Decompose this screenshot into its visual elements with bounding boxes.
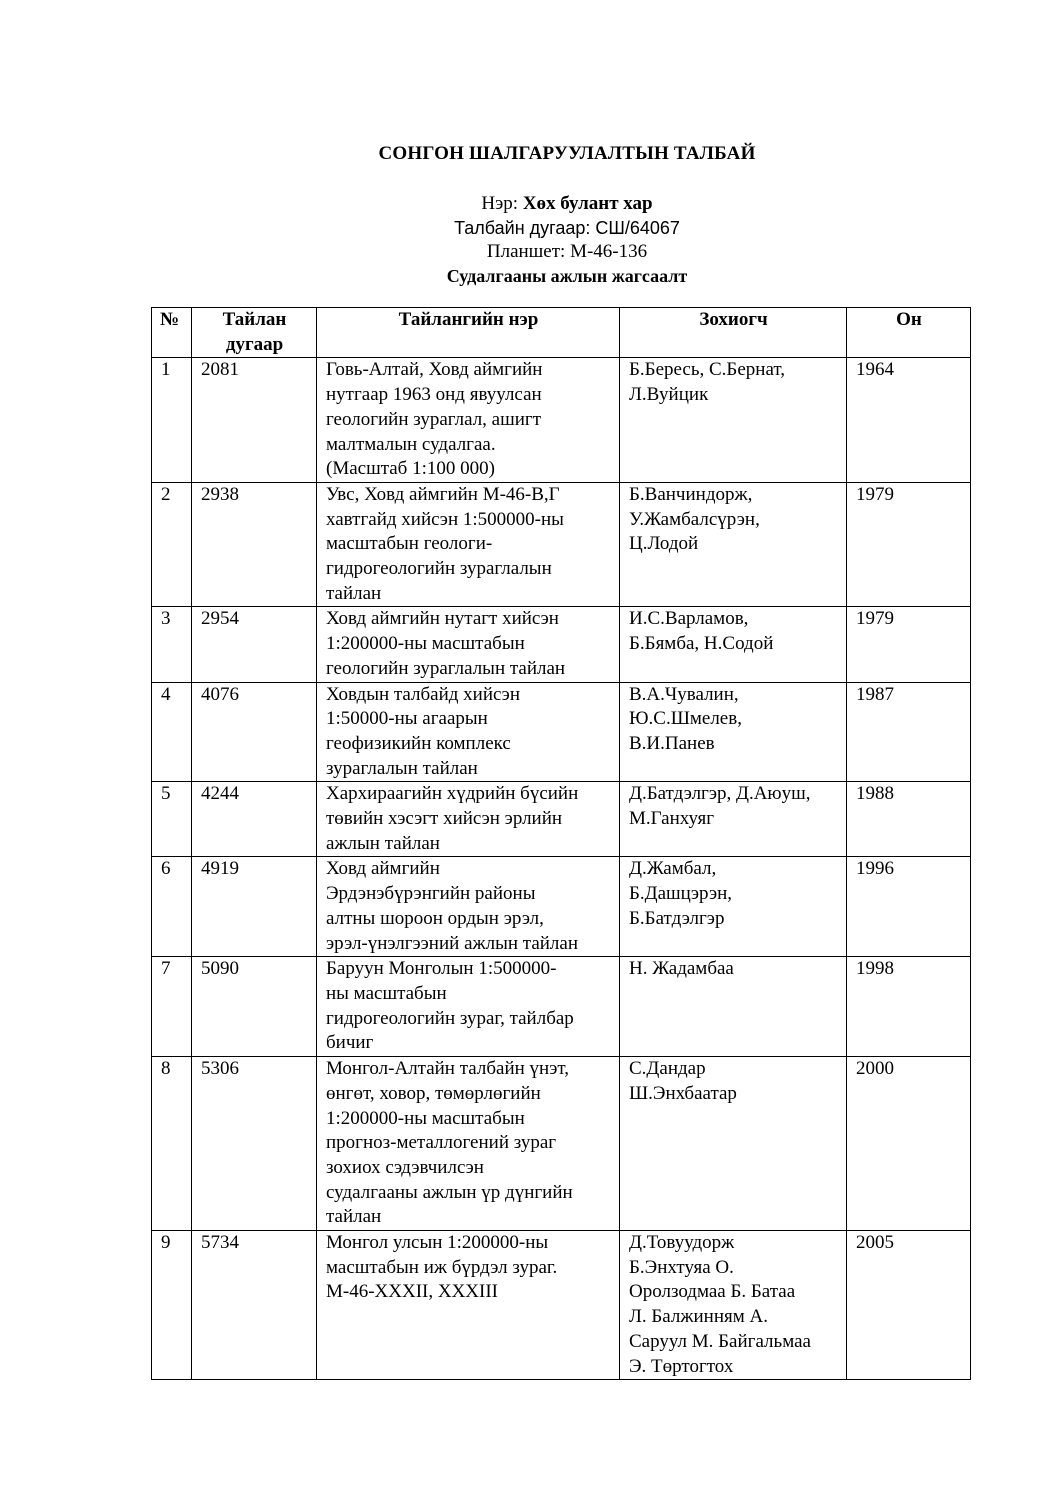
report-title-line: Баруун Монголын 1:500000- (326, 958, 557, 980)
cell-report-title (317, 782, 620, 857)
area-name-label: Нэр: (481, 193, 523, 214)
table-header-row (152, 308, 971, 358)
author-line: М.Ганхуяг (629, 808, 715, 830)
cell-number: 4 (152, 682, 192, 782)
cell-number: 1 (152, 358, 192, 483)
author-line: Оролзодмаа Б. Батаа (629, 1281, 796, 1303)
area-number: Талбайн дугаар: СШ/64067 (454, 218, 680, 238)
author-line: Л.Вуйцик (629, 384, 709, 406)
report-title-line: 1:200000-ны масштабын (326, 633, 525, 655)
cell-report-number: 4244 (192, 782, 317, 857)
report-title-line: ны масштабын (326, 982, 447, 1004)
report-title-line: Говь-Алтай, Ховд аймгийн (326, 359, 543, 381)
author-line: В.И.Панев (629, 732, 715, 754)
author-line: Б.Энхтуяа О. (629, 1256, 734, 1278)
report-title-line: Хархираагийн хүдрийн бүсийн (326, 783, 579, 805)
author-line: Б.Батдэлгэр (629, 907, 725, 929)
table-body (152, 358, 971, 1380)
author-line: Б.Бересь, С.Бернат, (629, 359, 786, 381)
report-title-line: малтмалын судалгаа. (326, 433, 496, 455)
author-line: С.Дандар (629, 1058, 706, 1080)
cell-year: 1988 (847, 782, 971, 857)
table-row (152, 358, 971, 483)
report-title-line: тайлан (326, 582, 382, 604)
report-title-line: гидрогеологийн зураг, тайлбар (326, 1007, 574, 1029)
header-report-number-line: Тайлан (222, 309, 287, 330)
cell-report-number: 5090 (192, 957, 317, 1057)
report-title-line: Монгол улсын 1:200000-ны (326, 1232, 549, 1254)
cell-year: 1964 (847, 358, 971, 483)
report-title-line: төвийн хэсэгт хийсэн эрлийн (326, 808, 563, 830)
report-title-line: Ховдын талбайд хийсэн (326, 683, 520, 705)
cell-number: 6 (152, 857, 192, 957)
cell-year: 1979 (847, 482, 971, 607)
cell-author (620, 482, 847, 607)
cell-year: 1979 (847, 607, 971, 682)
cell-year: 2000 (847, 1057, 971, 1231)
report-title-line: Ховд аймгийн нутагт хийсэн (326, 608, 559, 630)
report-title-line: өнгөт, ховор, төмөрлөгийн (326, 1082, 541, 1104)
area-name (0, 192, 1058, 216)
report-title-line: М-46-XXXII, XXXIII (326, 1281, 499, 1303)
report-title-line: гидрогеологийн зураглалын (326, 558, 552, 580)
cell-report-number: 4076 (192, 682, 317, 782)
reports-table (151, 307, 971, 1380)
cell-report-number: 2081 (192, 358, 317, 483)
report-title-line: бичиг (326, 1032, 374, 1054)
cell-number: 9 (152, 1231, 192, 1380)
table-row (152, 957, 971, 1057)
cell-report-title (317, 1057, 620, 1231)
table-row (152, 607, 971, 682)
header-report-number (192, 308, 317, 358)
cell-report-title (317, 1231, 620, 1380)
report-title-line: эрэл-үнэлгээний ажлын тайлан (326, 932, 579, 954)
table-row (152, 1231, 971, 1380)
cell-year: 1996 (847, 857, 971, 957)
cell-report-number: 4919 (192, 857, 317, 957)
report-title-line: (Масштаб 1:100 000) (326, 458, 495, 480)
cell-report-title (317, 682, 620, 782)
header-author: Зохиогч (620, 308, 847, 358)
report-title-line: 1:50000-ны агаарын (326, 708, 488, 730)
report-title-line: геологийн зураглалын тайлан (326, 657, 566, 679)
author-line: Л. Балжинням А. (629, 1306, 768, 1328)
document-subtitle: Судалгааны ажлын жагсаалт (446, 266, 688, 286)
cell-report-title (317, 607, 620, 682)
author-line: Ю.С.Шмелев, (629, 708, 742, 730)
author-line: Э. Төртогтох (629, 1355, 734, 1377)
document-title: СОНГОН ШАЛГАРУУЛАЛТЫН ТАЛБАЙ (378, 143, 756, 164)
author-line: Ш.Энхбаатар (629, 1082, 737, 1104)
cell-report-number: 5734 (192, 1231, 317, 1380)
author-line: Ц.Лодой (629, 533, 699, 555)
author-line: И.С.Варламов, (629, 608, 749, 630)
author-line: Н. Жадамбаа (629, 958, 734, 980)
report-title-line: Эрдэнэбүрэнгийн районы (326, 883, 536, 905)
report-title-line: зураглалын тайлан (326, 757, 478, 779)
cell-report-title (317, 957, 620, 1057)
cell-report-title (317, 358, 620, 483)
cell-report-number: 2938 (192, 482, 317, 607)
report-title-line: тайлан (326, 1206, 382, 1228)
table-row (152, 857, 971, 957)
table-row (152, 1057, 971, 1231)
cell-number: 5 (152, 782, 192, 857)
cell-year: 2005 (847, 1231, 971, 1380)
report-title-line: Ховд аймгийн (326, 858, 440, 880)
table-row (152, 782, 971, 857)
cell-number: 7 (152, 957, 192, 1057)
table-row (152, 482, 971, 607)
author-line: Д.Батдэлгэр, Д.Аюуш, (629, 783, 811, 805)
cell-number: 2 (152, 482, 192, 607)
author-line: Б.Бямба, Н.Содой (629, 633, 774, 655)
table-row (152, 682, 971, 782)
report-title-line: Монгол-Алтайн талбайн үнэт, (326, 1058, 569, 1080)
header-report-title: Тайлангийн нэр (317, 308, 620, 358)
author-line: Саруул М. Байгальмаа (629, 1330, 811, 1352)
cell-author (620, 682, 847, 782)
header-report-number-line: дугаар (225, 333, 284, 355)
area-name-value: Хөх булант хар (522, 193, 653, 214)
report-title-line: геофизикийн комплекс (326, 732, 511, 754)
header-number: № (152, 308, 192, 358)
report-title-line: Увс, Ховд аймгийн М-46-В,Г (326, 483, 560, 505)
header-year: Он (847, 308, 971, 358)
report-title-line: зохиох сэдэвчилсэн (326, 1156, 484, 1178)
cell-report-title (317, 482, 620, 607)
author-line: Б.Ванчиндорж, (629, 483, 753, 505)
report-title-line: нутгаар 1963 онд явуулсан (326, 384, 542, 406)
cell-report-number: 5306 (192, 1057, 317, 1231)
report-title-line: прогноз-металлогений зураг (326, 1132, 557, 1154)
cell-number: 8 (152, 1057, 192, 1231)
cell-report-title (317, 857, 620, 957)
cell-year: 1987 (847, 682, 971, 782)
cell-author (620, 957, 847, 1057)
report-title-line: геологийн зураглал, ашигт (326, 408, 542, 430)
report-title-line: ажлын тайлан (326, 832, 440, 854)
author-line: У.Жамбалсүрэн, (629, 508, 760, 530)
cell-author (620, 857, 847, 957)
report-title-line: масштабын иж бүрдэл зураг. (326, 1256, 558, 1278)
report-title-line: судалгааны ажлын үр дүнгийн (326, 1181, 573, 1203)
cell-number: 3 (152, 607, 192, 682)
cell-author (620, 1231, 847, 1380)
report-title-line: масштабын геологи- (326, 533, 493, 555)
cell-year: 1998 (847, 957, 971, 1057)
cell-author (620, 358, 847, 483)
map-sheet: Планшет: M-46-136 (486, 241, 648, 262)
cell-report-number: 2954 (192, 607, 317, 682)
report-title-line: алтны шороон ордын эрэл, (326, 907, 544, 929)
author-line: Д.Жамбал, (629, 858, 717, 880)
report-title-line: 1:200000-ны масштабын (326, 1107, 525, 1129)
author-line: Д.Товуудорж (629, 1232, 735, 1254)
author-line: В.А.Чувалин, (629, 683, 739, 705)
cell-author (620, 607, 847, 682)
cell-author (620, 1057, 847, 1231)
report-title-line: хавтгайд хийсэн 1:500000-ны (326, 508, 564, 530)
author-line: Б.Дашцэрэн, (629, 883, 733, 905)
cell-author (620, 782, 847, 857)
